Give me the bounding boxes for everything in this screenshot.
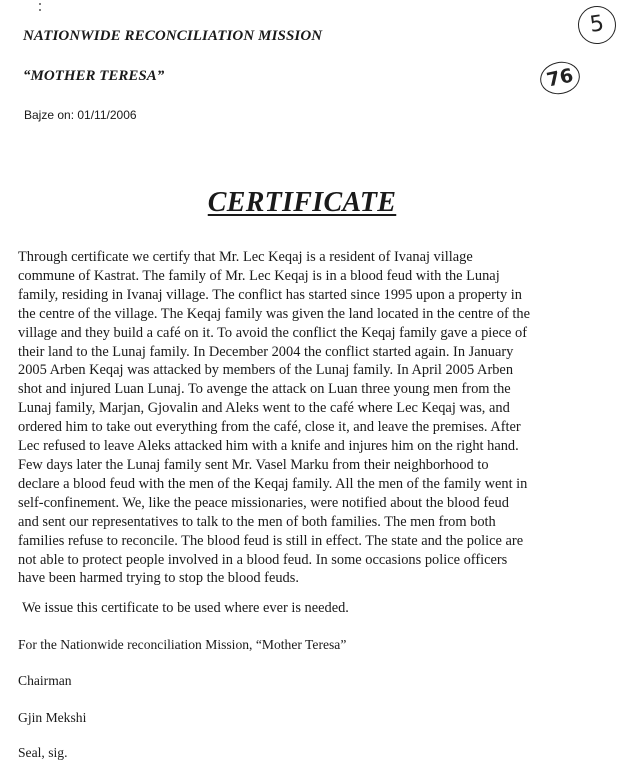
certificate-body [18,248,600,588]
signature-for-line: For the Nationwide reconciliation Mission, “Mother Teresa” [18,637,347,652]
issue-date: Bajze on: 01/11/2006 [24,108,137,122]
body-line: their land to the Lunaj family. In December 2004 the conflict started again. In January [18,343,514,360]
signatory-role: Chairman [18,673,72,688]
handwritten-page-number: 5 [576,4,619,47]
body-line: commune of Kastrat. The family of Mr. Lec Keqaj is in a blood feud with the Lunaj [18,267,500,284]
body-line: declare a blood feud with the men of the Keqaj family. All the men of the family went in [18,475,528,492]
body-line: Through certificate we certify that Mr. Lec Keqaj is a resident of Ivanaj village [18,249,473,265]
signatory-name: Gjin Mekshi [18,710,87,725]
body-line: Few days later the Lunaj family sent Mr. Vasel Marku from their neighborhood to [18,456,489,473]
seal-note: Seal, sig. [18,745,68,760]
body-line: family, residing in Ivanaj village. The conflict has started since 1995 upon a property in [18,286,522,303]
body-line: families refuse to reconcile. The blood feud is still in effect. The state and the police are [18,532,524,549]
body-line: Lec refused to leave Aleks attacked him with a knife and injures him on the right hand. [18,438,519,455]
body-line: Lunaj family, Marjan, Gjovalin and Aleks went to the café where Lec Keqaj was, and [18,400,510,417]
body-line: have been harmed trying to stop the blood feuds. [18,570,299,587]
body-line: 2005 Arben Keqaj was attacked by members of the Lunaj family. In April 2005 Arben [18,362,514,379]
body-line: not able to protect people involved in a blood feud. In some occasions police officers [18,551,508,568]
body-line: self-confinement. We, like the peace missionaries, were notified about the blood feud [18,494,509,511]
issue-statement: We issue this certificate to be used where ever is needed. [22,600,349,616]
organization-subtitle: “MOTHER TERESA” [23,68,165,84]
certificate-title: CERTIFICATE [207,187,397,218]
organization-name: NATIONWIDE RECONCILIATION MISSION [23,28,323,44]
body-line: village and they build a café on it. To avoid the conflict the Keqaj family gave a piece of [18,324,528,341]
handwritten-document-number: 76 [537,58,583,98]
body-line: and sent our representatives to talk to the men of both families. The men from both [18,513,496,530]
scan-speck [39,9,41,11]
body-line: ordered him to take out everything from the café, close it, and leave the premises. After [18,419,521,436]
body-line: the centre of the village. The Keqaj family was given the land located in the centre of the [18,305,530,322]
body-line: shot and injured Luan Lunaj. To avenge the attack on Luan three young men from the [18,381,511,398]
scan-speck [39,3,41,5]
